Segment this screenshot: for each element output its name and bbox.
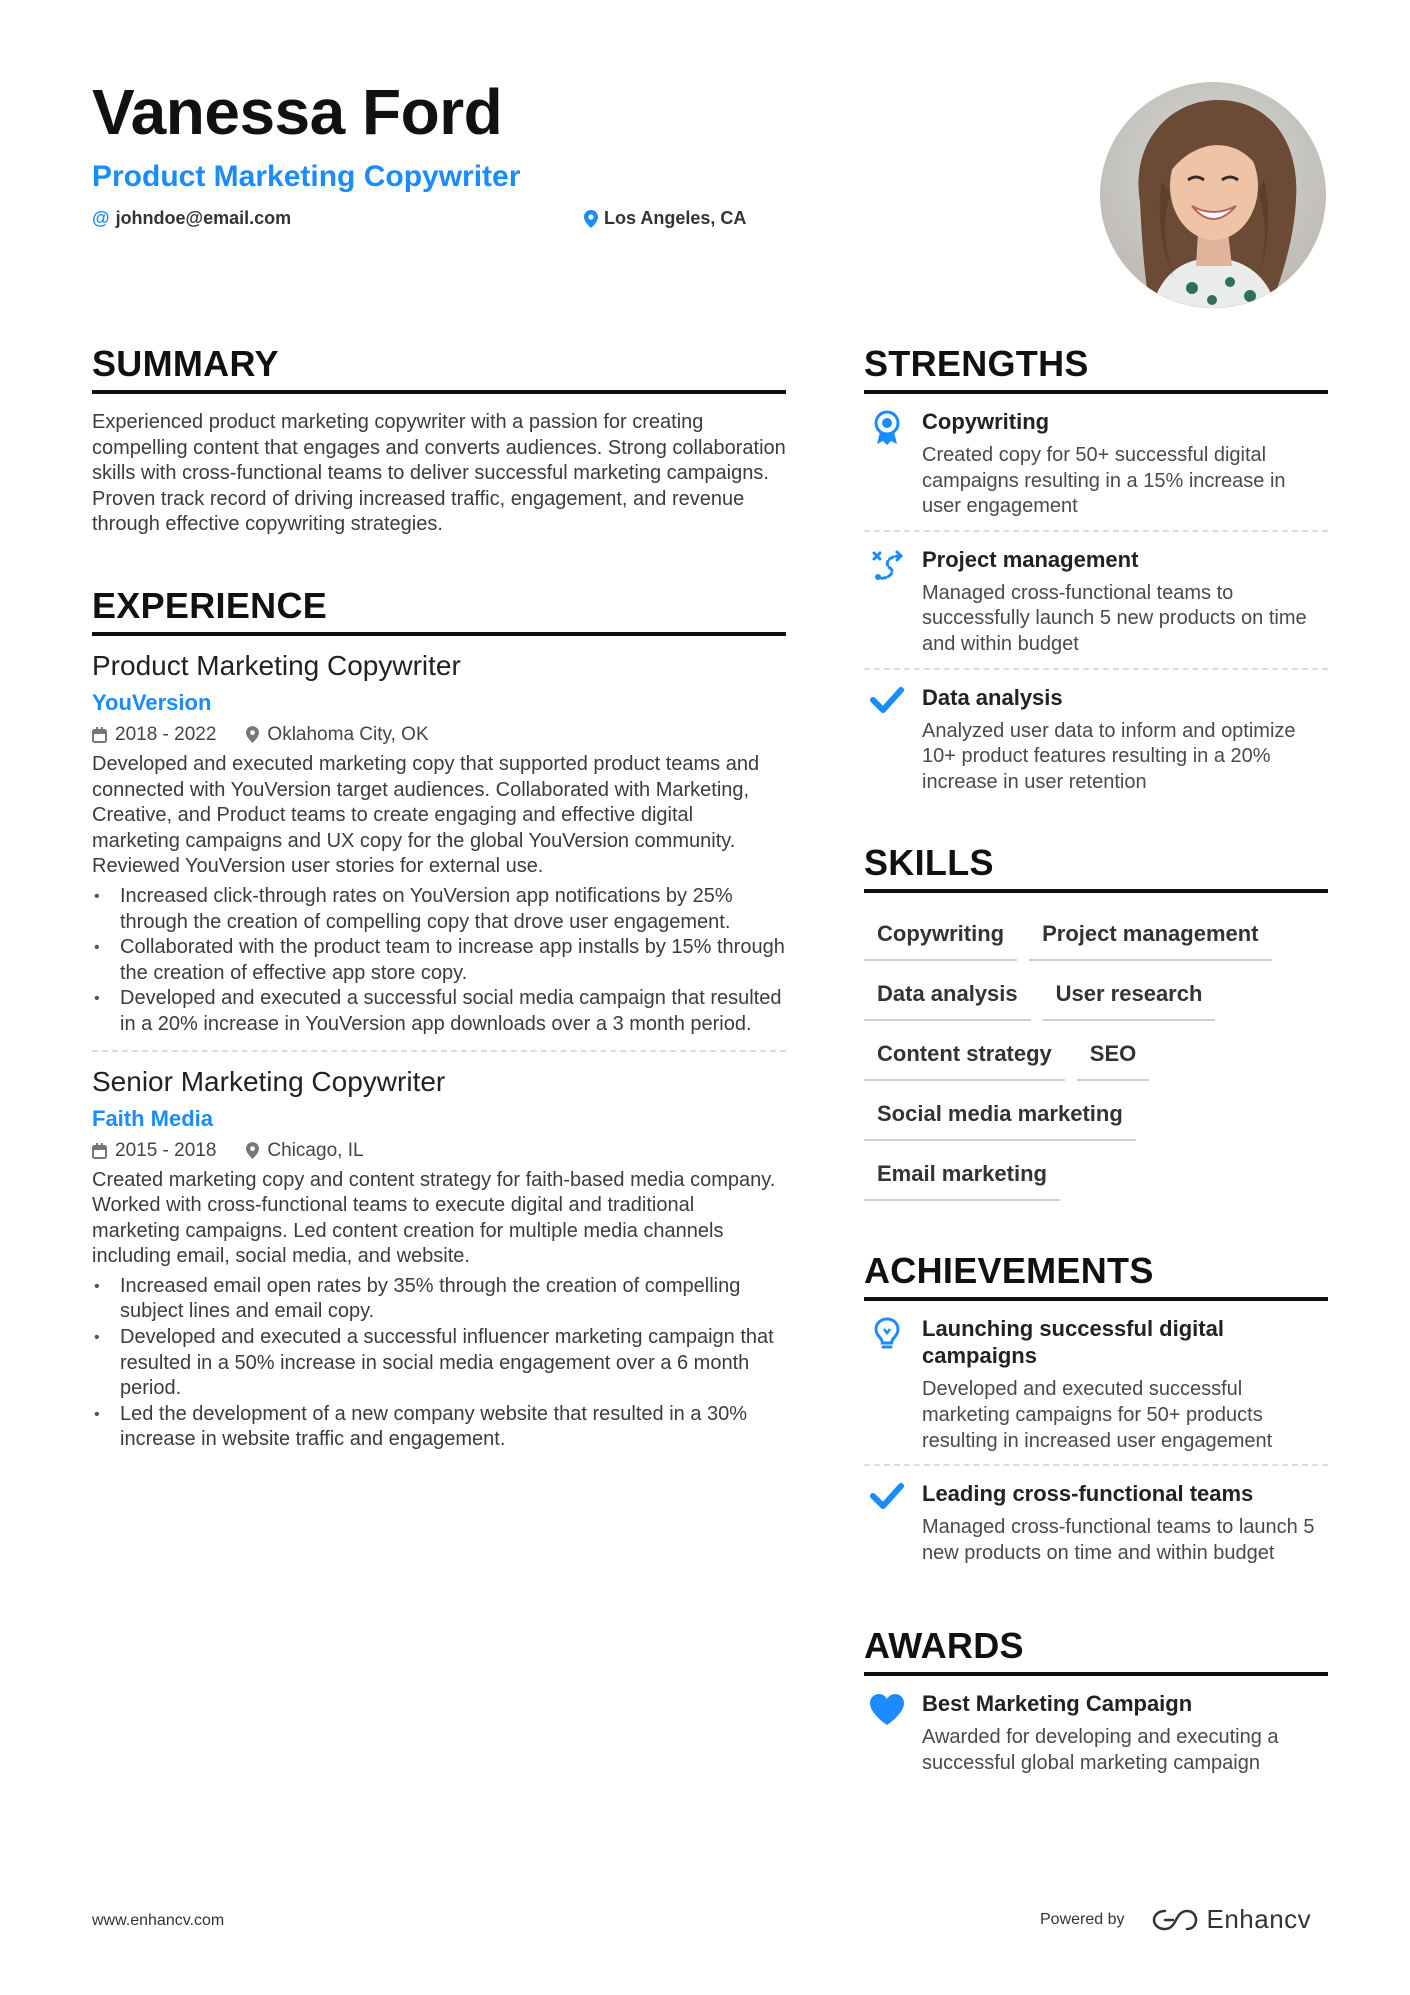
achievement-desc: Managed cross-functional teams to launch 5 new products on time and within budget <box>922 1516 1315 1564</box>
strength-title: Data analysis <box>922 684 1063 710</box>
strength-desc: Created copy for 50+ successful digital campaigns resulting in a 15% increase in user engagement <box>922 444 1286 518</box>
strength-title: Copywriting <box>922 409 1050 434</box>
skill-tag: Project management <box>1029 913 1271 961</box>
achievements-heading: ACHIEVEMENTS <box>864 1251 1328 1301</box>
skill-tag: SEO <box>1077 1033 1149 1081</box>
summary-section <box>92 344 786 538</box>
company-name: Faith Media <box>92 1105 214 1131</box>
brand-name: Enhancv <box>1206 1904 1312 1934</box>
powered-by-text: Powered by <box>1040 1910 1125 1928</box>
achievement-item <box>864 1466 1328 1576</box>
job-dates: 2015 - 2018 <box>92 1138 216 1164</box>
skill-tag: Social media marketing <box>864 1093 1136 1141</box>
location-pin-icon <box>584 210 598 228</box>
job-title: Product Marketing Copywriter <box>92 649 461 681</box>
location-pin-icon <box>246 726 259 743</box>
contact-row <box>92 208 1092 234</box>
experience-heading: EXPERIENCE <box>92 586 786 636</box>
heart-icon <box>864 1690 910 1776</box>
strength-desc: Analyzed user data to inform and optimize 10+ product features resulting in a 20% increase in user retention <box>922 719 1296 793</box>
contact-email[interactable] <box>92 208 291 229</box>
strength-item <box>864 394 1328 530</box>
at-sign-icon: @ <box>92 208 110 228</box>
strength-title: Project management <box>922 546 1139 572</box>
job-location: Chicago, IL <box>246 1138 363 1164</box>
strengths-heading: STRENGTHS <box>864 344 1328 394</box>
experience-entry <box>92 1064 786 1454</box>
skill-tag: Email marketing <box>864 1153 1060 1201</box>
bullet-item: • Collaborated with the product team to increase app installs by 15% through the creation of effective app store copy. <box>92 935 786 986</box>
award-ribbon-icon <box>864 408 910 520</box>
enhancv-logo-icon <box>1151 1907 1199 1933</box>
strength-item <box>864 670 1328 806</box>
job-location: Oklahoma City, OK <box>246 722 428 748</box>
brand-logo[interactable] <box>1151 1904 1312 1935</box>
job-bullets <box>92 1274 786 1453</box>
job-description: Created marketing copy and content strategy for faith-based media company. Worked with cross-functional teams to execute digital and traditional marketing campaigns. Led content creation for multiple media channels including email, social media, and website. <box>92 1168 776 1268</box>
candidate-role: Product Marketing Copywriter <box>92 160 521 193</box>
skill-tag: Data analysis <box>864 973 1031 1021</box>
route-path-icon <box>864 546 910 658</box>
location-pin-icon <box>246 1142 259 1159</box>
skills-heading: SKILLS <box>864 843 1328 893</box>
awards-heading: AWARDS <box>864 1626 1328 1676</box>
award-item <box>864 1676 1328 1786</box>
achievement-item <box>864 1301 1328 1464</box>
job-meta <box>92 1138 786 1164</box>
skill-tag: Content strategy <box>864 1033 1065 1081</box>
job-title: Senior Marketing Copywriter <box>92 1065 446 1097</box>
calendar-icon <box>92 727 107 743</box>
strength-desc: Managed cross-functional teams to successfully launch 5 new products on time and within budget <box>922 581 1307 655</box>
left-column <box>92 344 786 1453</box>
strengths-section <box>864 344 1328 805</box>
skills-section <box>864 843 1328 1201</box>
checkmark-icon <box>864 684 910 796</box>
profile-photo <box>1100 82 1326 308</box>
footer-website-link[interactable]: www.enhancv.com <box>92 1912 225 1929</box>
job-bullets <box>92 884 786 1038</box>
bullet-item: • Increased click-through rates on YouVersion app notifications by 25% through the creation of compelling copy that drove user engagement. <box>92 884 786 935</box>
achievement-title: Leading cross-functional teams <box>922 1481 1254 1507</box>
experience-entry <box>92 648 786 1038</box>
bullet-item: • Developed and executed a successful social media campaign that resulted in a 20% increase in YouVersion app downloads over a 3 month period. <box>92 986 786 1037</box>
achievement-desc: Developed and executed successful marketing campaigns for 50+ products resulting in increased user engagement <box>922 1378 1273 1452</box>
email-text: johndoe@email.com <box>115 208 292 228</box>
summary-heading: SUMMARY <box>92 344 786 394</box>
checkmark-icon <box>864 1480 910 1566</box>
skills-list <box>864 913 1328 1201</box>
experience-section <box>92 586 786 1453</box>
job-meta <box>92 722 786 748</box>
calendar-icon <box>92 1143 107 1159</box>
skill-tag: Copywriting <box>864 913 1017 961</box>
company-name: YouVersion <box>92 689 212 715</box>
achievements-section <box>864 1251 1328 1576</box>
resume-header <box>92 70 1092 234</box>
contact-location <box>584 208 746 229</box>
awards-section <box>864 1626 1328 1786</box>
right-column <box>864 344 1328 1787</box>
location-text: Los Angeles, CA <box>604 208 747 228</box>
footer-branding <box>1040 1904 1311 1935</box>
award-desc: Awarded for developing and executing a successful global marketing campaign <box>922 1726 1279 1774</box>
bullet-item: • Led the development of a new company website that resulted in a 30% increase in website traffic and engagement. <box>92 1402 786 1453</box>
entry-divider <box>92 1050 786 1052</box>
summary-text: Experienced product marketing copywriter with a passion for creating compelling content that engages and converts audiences. Strong collaboration skills with cross-functional teams to deliver successful marketing campaigns. Proven track record of driving increased traffic, engagement, and revenue through effective copywriting strategies. <box>92 411 786 536</box>
bullet-item: • Developed and executed a successful influencer marketing campaign that resulted in a 50% increase in social media engagement over a 6 month period. <box>92 1325 786 1402</box>
strength-item <box>864 532 1328 668</box>
job-description: Developed and executed marketing copy that supported product teams and connected with YouVersion target audiences. Collaborated with Marketing, Creative, and Product teams to create engaging and effective digital marketing campaigns and UX copy for the global YouVersion community. Reviewed YouVersion user stories for external use. <box>92 752 760 878</box>
job-dates: 2018 - 2022 <box>92 722 216 748</box>
achievement-title: Launching successful digital campaigns <box>922 1316 1224 1369</box>
skill-tag: User research <box>1043 973 1216 1021</box>
award-title: Best Marketing Campaign <box>922 1691 1193 1717</box>
lightbulb-icon <box>864 1315 910 1454</box>
bullet-item: • Increased email open rates by 35% through the creation of compelling subject lines and email copy. <box>92 1274 786 1325</box>
candidate-name: Vanessa Ford <box>92 76 503 148</box>
